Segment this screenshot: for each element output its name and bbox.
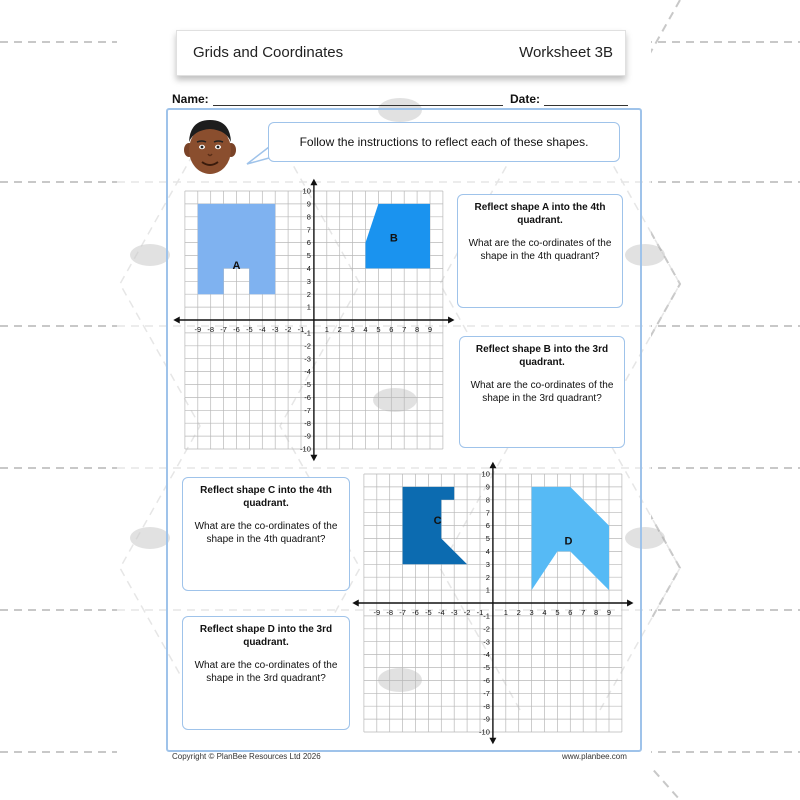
question-box-c[interactable]: [182, 477, 350, 591]
y-tick-label: -3: [483, 637, 490, 647]
x-tick-label: 7: [581, 608, 586, 617]
x-tick-label: -4: [258, 325, 266, 334]
date-label: Date:: [510, 92, 541, 106]
x-tick-label: 9: [427, 325, 433, 334]
shape-label: C: [433, 515, 442, 528]
coordinate-grid-2: [351, 461, 639, 747]
instruction-bubble: [268, 122, 620, 162]
y-axis-arrow-up: [489, 462, 496, 468]
y-tick-label: 6: [306, 238, 311, 248]
y-tick-label: 3: [306, 276, 311, 286]
date-field[interactable]: [510, 92, 628, 106]
x-tick-label: -8: [207, 325, 215, 334]
x-tick-label: 3: [350, 325, 355, 334]
x-tick-label: 6: [389, 325, 394, 334]
y-axis-arrow-down: [489, 738, 496, 744]
y-axis-arrow-down: [310, 455, 317, 461]
x-tick-label: -3: [450, 608, 458, 617]
x-tick-label: 4: [363, 325, 368, 334]
y-tick-label: -1: [304, 328, 311, 338]
y-tick-label: 2: [306, 289, 311, 299]
y-tick-label: 10: [302, 186, 311, 196]
x-tick-label: 5: [376, 325, 381, 334]
y-tick-label: -7: [483, 688, 490, 698]
y-tick-label: -5: [483, 663, 490, 673]
x-tick-label: -2: [463, 608, 471, 617]
question-body: What are the co-ordinates of the shape in the 3rd quadrant?: [194, 660, 338, 684]
x-tick-label: 7: [402, 325, 407, 334]
x-tick-label: -6: [233, 325, 240, 334]
x-tick-label: -4: [437, 608, 445, 617]
x-tick-label: -5: [425, 608, 432, 617]
question-body: What are the co-ordinates of the shape in the 4th quadrant?: [194, 521, 338, 545]
y-tick-label: 2: [485, 572, 490, 582]
y-tick-label: 9: [485, 482, 490, 492]
boy-avatar-icon: [182, 114, 238, 176]
question-title: Reflect shape B into the 3rd quadrant.: [475, 344, 609, 368]
y-tick-label: -6: [304, 393, 311, 402]
y-tick-label: 8: [485, 495, 490, 505]
y-tick-label: -4: [304, 367, 311, 377]
x-tick-label: -3: [271, 325, 279, 334]
shape-label: B: [389, 232, 398, 245]
question-title: Reflect shape A into the 4th quadrant.: [474, 202, 606, 226]
x-axis-arrow-left: [173, 317, 179, 324]
name-label: Name:: [172, 92, 209, 106]
y-tick-label: -3: [304, 354, 311, 364]
instruction-text: Follow the instructions to reflect each of these shapes.: [299, 135, 589, 149]
x-tick-label: 8: [415, 325, 420, 334]
question-box-b[interactable]: [459, 336, 625, 448]
x-tick-label: 8: [594, 608, 599, 617]
question-body: What are the co-ordinates of the shape in the 4th quadrant?: [468, 238, 612, 262]
question-title: Reflect shape C into the 4th quadrant.: [200, 485, 332, 509]
question-box-a[interactable]: [457, 194, 623, 308]
x-tick-label: 1: [503, 608, 508, 617]
y-tick-label: -10: [300, 444, 311, 454]
x-tick-label: 1: [324, 325, 329, 334]
title-bar: [176, 30, 626, 76]
shape-label: D: [564, 535, 573, 548]
date-line: [544, 93, 628, 106]
y-tick-label: 4: [485, 547, 490, 556]
x-tick-label: 2: [516, 608, 521, 617]
x-tick-label: -2: [284, 325, 292, 334]
y-tick-label: 10: [481, 469, 490, 479]
y-tick-label: 5: [306, 251, 311, 261]
y-tick-label: -10: [479, 727, 490, 737]
question-box-d[interactable]: [182, 616, 350, 730]
x-tick-label: -9: [373, 608, 381, 617]
y-tick-label: -2: [483, 624, 490, 634]
x-tick-label: -1: [476, 608, 484, 617]
y-tick-label: 3: [485, 559, 490, 569]
y-tick-label: -4: [483, 650, 490, 660]
x-tick-label: -7: [399, 608, 406, 617]
x-tick-label: 3: [529, 608, 534, 617]
x-tick-label: 2: [337, 325, 342, 334]
y-tick-label: -8: [483, 701, 490, 711]
y-tick-label: -5: [304, 380, 311, 390]
y-tick-label: -1: [483, 611, 490, 621]
y-tick-label: 1: [485, 585, 490, 595]
shape-label: A: [232, 260, 241, 273]
y-tick-label: -9: [304, 431, 311, 441]
x-tick-label: -6: [412, 608, 419, 617]
name-field[interactable]: [172, 92, 503, 106]
y-tick-label: 7: [485, 508, 490, 518]
website-link[interactable]: www.planbee.com: [562, 752, 627, 761]
x-tick-label: -8: [386, 608, 394, 617]
x-tick-label: -7: [220, 325, 227, 334]
question-body: What are the co-ordinates of the shape in the 3rd quadrant?: [470, 380, 614, 404]
y-tick-label: 6: [485, 521, 490, 531]
x-tick-label: -1: [297, 325, 305, 334]
worksheet-title: Grids and Coordinates: [193, 44, 344, 61]
name-line: [213, 93, 503, 106]
y-tick-label: 4: [306, 264, 311, 273]
y-tick-label: -6: [483, 676, 490, 685]
x-tick-label: 6: [568, 608, 573, 617]
question-title: Reflect shape D into the 3rd quadrant.: [199, 624, 333, 648]
y-tick-label: -2: [304, 341, 311, 351]
worksheet-number: Worksheet 3B: [519, 44, 613, 61]
y-tick-label: -7: [304, 405, 311, 415]
x-axis-arrow-right: [627, 600, 633, 607]
coordinate-grid-1: [172, 178, 460, 464]
x-axis-arrow-right: [448, 317, 454, 324]
x-tick-label: 9: [606, 608, 612, 617]
x-tick-label: 4: [542, 608, 547, 617]
copyright-text: Copyright © PlanBee Resources Ltd 2026: [172, 752, 321, 761]
y-axis-arrow-up: [310, 179, 317, 185]
y-tick-label: -9: [483, 714, 490, 724]
x-tick-label: 5: [555, 608, 560, 617]
x-tick-label: -5: [246, 325, 253, 334]
y-tick-label: 5: [485, 534, 490, 544]
x-axis-arrow-left: [352, 600, 358, 607]
y-tick-label: 7: [306, 225, 311, 235]
y-tick-label: 9: [306, 199, 311, 209]
x-tick-label: -9: [194, 325, 202, 334]
y-tick-label: 1: [306, 302, 311, 312]
y-tick-label: -8: [304, 418, 311, 428]
y-tick-label: 8: [306, 212, 311, 222]
speech-bubble-tail: [246, 146, 270, 166]
